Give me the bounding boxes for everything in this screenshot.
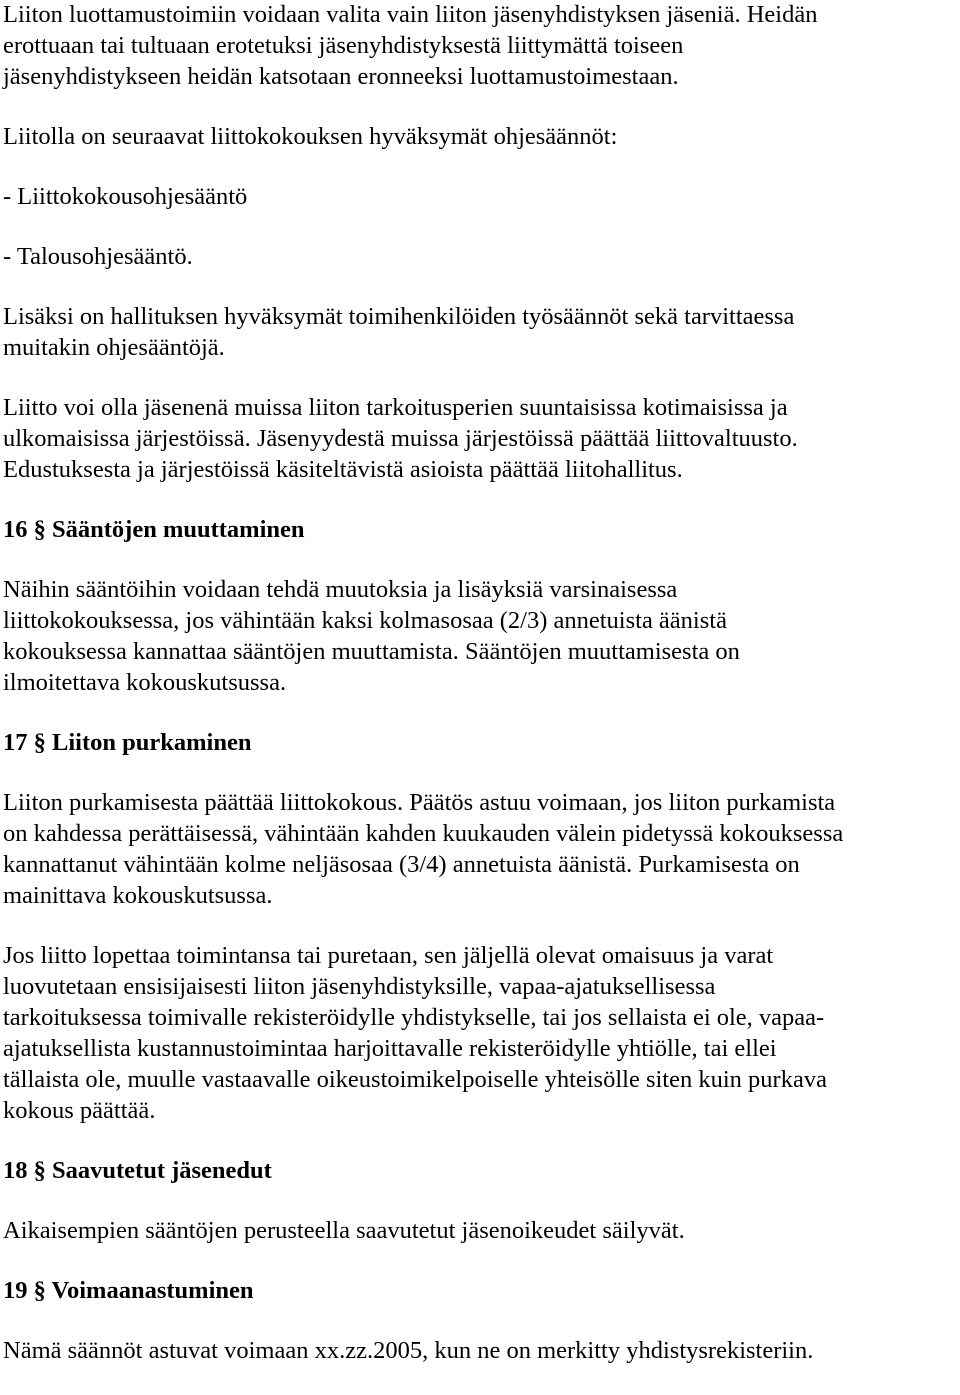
text-line: ilmoitettava kokouskutsussa. bbox=[3, 669, 287, 696]
paragraph-omaisuus bbox=[3, 940, 957, 1126]
paragraph-jasenedut bbox=[3, 1215, 957, 1246]
text-line: Nämä säännöt astuvat voimaan xx.zz.2005, kun ne on merkitty yhdistysrekisteriin. bbox=[3, 1337, 814, 1364]
paragraph-purkamispaatos bbox=[3, 787, 957, 911]
text-line: Aikaisempien sääntöjen perusteella saavutetut jäsenoikeudet säilyvät. bbox=[3, 1217, 685, 1244]
text-line: - Liittokokousohjesääntö bbox=[3, 183, 248, 210]
section-heading-18: 18 § Saavutetut jäsenedut bbox=[3, 1157, 272, 1184]
paragraph-tyosaannot bbox=[3, 301, 957, 363]
paragraph-luottamustoimet bbox=[3, 0, 957, 92]
section-heading-17: 17 § Liiton purkaminen bbox=[3, 729, 252, 756]
text-line: tarkoituksessa toimivalle rekisteröidylle yhdistykselle, tai jos sellaista ei ole, vapaa- bbox=[3, 1004, 825, 1031]
section-heading-16: 16 § Sääntöjen muuttaminen bbox=[3, 516, 305, 543]
text-line: Liiton purkamisesta päättää liittokokous. Päätös astuu voimaan, jos liiton purkamista bbox=[3, 789, 836, 816]
paragraph-saantojen-muuttaminen bbox=[3, 574, 957, 698]
list-item-liittokokousohjesaanto bbox=[3, 181, 957, 212]
text-line: Liitolla on seuraavat liittokokouksen hyväksymät ohjesäännöt: bbox=[3, 123, 618, 150]
text-line: erottuaan tai tultuaan erotetuksi jäsenyhdistyksestä liittymättä toiseen bbox=[3, 32, 684, 59]
text-line: jäsenyhdistykseen heidän katsotaan eronneeksi luottamustoimestaan. bbox=[3, 63, 679, 90]
text-line: kokous päättää. bbox=[3, 1097, 156, 1124]
text-line: Jos liitto lopettaa toimintansa tai puretaan, sen jäljellä olevat omaisuus ja varat bbox=[3, 942, 774, 969]
text-line: mainittava kokouskutsussa. bbox=[3, 882, 273, 909]
text-line: ajatuksellista kustannustoimintaa harjoittavalle rekisteröidylle yhtiölle, tai ellei bbox=[3, 1035, 777, 1062]
text-line: Liiton luottamustoimiin voidaan valita vain liiton jäsenyhdistyksen jäseniä. Heidän bbox=[3, 1, 818, 28]
list-item-talousohjesaanto bbox=[3, 241, 957, 272]
text-line: tällaista ole, muulle vastaavalle oikeustoimikelpoiselle yhteisölle siten kuin purkava bbox=[3, 1066, 827, 1093]
text-line: - Talousohjesääntö. bbox=[3, 243, 193, 270]
text-line: kannattanut vähintään kolme neljäsosaa (3/4) annetuista äänistä. Purkamisesta on bbox=[3, 851, 800, 878]
text-line: kokouksessa kannattaa sääntöjen muuttamista. Sääntöjen muuttamisesta on bbox=[3, 638, 740, 665]
text-line: ulkomaisissa järjestöissä. Jäsenyydestä muissa järjestöissä päättää liittovaltuusto. bbox=[3, 425, 798, 452]
text-line: Lisäksi on hallituksen hyväksymät toimihenkilöiden työsäännöt sekä tarvittaessa bbox=[3, 303, 795, 330]
text-line: Liitto voi olla jäsenenä muissa liiton tarkoitusperien suuntaisissa kotimaisissa ja bbox=[3, 394, 788, 421]
text-line: on kahdessa perättäisessä, vähintään kahden kuukauden välein pidetyssä kokouksessa bbox=[3, 820, 844, 847]
text-line: liittokokouksessa, jos vähintään kaksi kolmasosaa (2/3) annetuista äänistä bbox=[3, 607, 727, 634]
document-page bbox=[3, 0, 957, 1395]
section-heading-19: 19 § Voimaanastuminen bbox=[3, 1277, 254, 1304]
paragraph-voimaanastuminen bbox=[3, 1335, 957, 1366]
text-line: luovutetaan ensisijaisesti liiton jäsenyhdistyksille, vapaa-ajatuksellisessa bbox=[3, 973, 716, 1000]
text-line: muitakin ohjesääntöjä. bbox=[3, 334, 225, 361]
paragraph-ohjesaannot bbox=[3, 121, 957, 152]
text-line: Edustuksesta ja järjestöissä käsiteltävistä asioista päättää liitohallitus. bbox=[3, 456, 683, 483]
paragraph-jarjestot bbox=[3, 392, 957, 485]
text-line: Näihin sääntöihin voidaan tehdä muutoksia ja lisäyksiä varsinaisessa bbox=[3, 576, 678, 603]
